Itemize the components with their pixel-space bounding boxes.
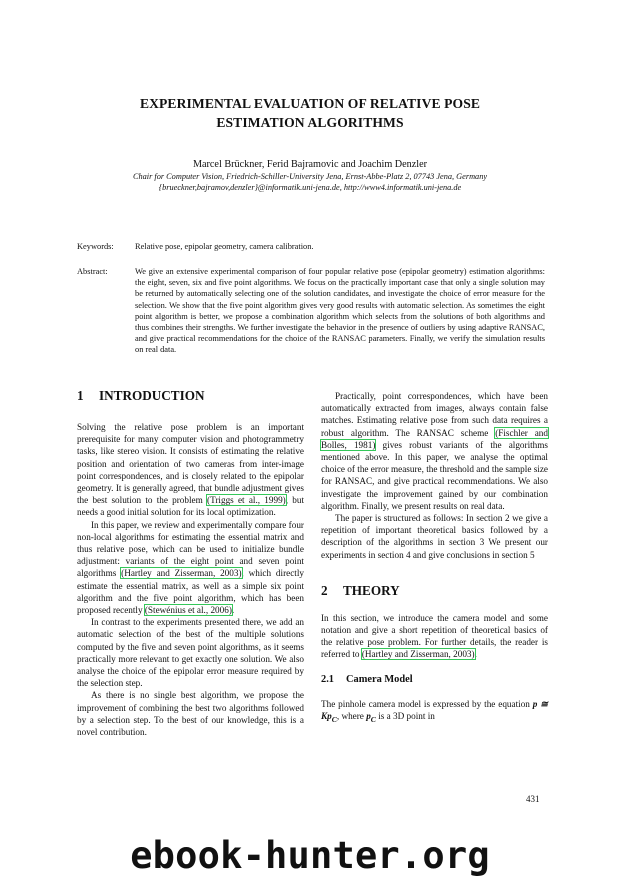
subsection-number: 2.1	[321, 673, 334, 685]
paragraph: The paper is structured as follows: In section 2 we give a repetition of important theoretical basics followed by a description of the algorithms in section 3 We present our experiments in section 4 and give conclusions in section 5	[321, 513, 548, 560]
section-number: 2	[321, 582, 328, 598]
citation-link[interactable]: (Stewénius et al., 2006)	[144, 605, 232, 616]
keywords-label: Keywords:	[77, 242, 114, 251]
text: The pinhole camera model is expressed by the equation	[321, 698, 533, 709]
text: Solving the relative pose problem is an important prerequisite for many computer vision and photogrammetry tasks, like stereo vision. It consists of estimating the relative position and orientation of two cameras from inter-image point correspondences, and is closely related to the epipolar geometry. It is generally agreed, that bundle adjustment gives the best solution to the problem	[77, 422, 304, 506]
equation-subscript: C	[331, 714, 337, 724]
text: .	[231, 605, 235, 616]
watermark: ebook-hunter.org	[130, 834, 490, 877]
math-subscript: C	[370, 714, 376, 724]
text: Practically, point correspondences, which have been automatically extracted from images, always contain false matches. Estimating relative pose from such data requires a robust algorithm. The RANSAC scheme	[321, 391, 548, 438]
text: is a 3D point in	[375, 710, 435, 721]
section-title: THEORY	[343, 582, 400, 598]
section-heading-introduction	[77, 388, 304, 404]
affiliation: Chair for Computer Vision, Friedrich-Schiller-University Jena, Ernst-Abbe-Platz 2, 07743 Jena, Germany	[132, 172, 488, 181]
text: gives robust variants of the algorithms mentioned above. In this paper, we analyse the optimal choice of the error measure, the threshold and the sample size for RANSAC, and give practical recommendations. We also investigate the improvement gained by our combination algorithm. Finally, we present results on real data.	[321, 439, 549, 511]
paragraph: In contrast to the experiments presented there, we add an automatic selection of the best of the multiple solutions computed by the five and seven point algorithms, as it seems practically more relevant to get exactly one solution. We also analyse the choice of the epipolar error measure required by the selection step.	[77, 617, 304, 689]
subsection-heading-camera-model	[321, 673, 548, 687]
title-line-1: EXPERIMENTAL EVALUATION OF RELATIVE POSE	[139, 96, 481, 111]
paragraph	[321, 612, 548, 661]
abstract-text: We give an extensive experimental comparison of four popular relative pose (epipolar geometry) estimation algorithms: the eight, seven, six and five point algorithms. We focus on the practically important case that only a single solution may be returned by automatically selecting one of the solution candidates, and investigate the choice of error measure for the selection. We show that the five point algorithm gives very good results with automatic selection. As sometimes the eight point algorithm is better, we propose a combination algorithm which selects from the solutions of both algorithms and thus combines their strengths. We further investigate the behavior in the presence of outliers by using adaptive RANSAC, and give practical recommendations for the choice of the RANSAC parameters. Finally, we verify the simulation results on real data.	[135, 267, 545, 355]
section-title: INTRODUCTION	[99, 388, 205, 403]
paragraph	[321, 390, 548, 512]
emails: {brueckner,bajramov,denzler}@informatik.uni-jena.de, http://www4.informatik.uni-jena.de	[158, 183, 462, 192]
paragraph	[321, 698, 548, 726]
right-column	[321, 390, 548, 726]
subsection-title: Camera Model	[346, 673, 413, 685]
paragraph	[77, 519, 304, 617]
abstract-label: Abstract:	[77, 267, 108, 276]
citation-link[interactable]: (Triggs et al., 1999)	[207, 495, 286, 506]
left-column	[77, 388, 304, 738]
paper-title	[0, 94, 620, 132]
math-symbol: p	[366, 710, 371, 721]
citation-link[interactable]: (Hartley and Zisserman, 2003)	[121, 568, 242, 579]
page-number: 431	[526, 794, 540, 804]
text: , where	[336, 710, 367, 721]
text: In this paper, we review and experimentally compare four non-local algorithms for estimating the essential matrix and thus relative pose, which can be used to initialize bundle adjustment: variants of the eight point and seven point algorithms	[77, 519, 304, 579]
paragraph	[77, 421, 304, 519]
citation-link[interactable]: (Hartley and Zisserman, 2003)	[361, 649, 475, 660]
keywords-text: Relative pose, epipolar geometry, camera calibration.	[135, 242, 314, 251]
text: , which directly estimate the essential matrix, as well as a simple six point algorithm and the five point algorithm, which has been proposed recently	[77, 568, 304, 616]
text: .	[474, 649, 477, 660]
text: In this section, we introduce the camera model and some notation and give a short repetition of theoretical basics of the relative pose problem. For further details, the reader is referred to	[321, 612, 548, 660]
authors: Marcel Brückner, Ferid Bajramovic and Joachim Denzler	[192, 159, 428, 170]
citation-link[interactable]: (Fischler and Bolles, 1981)	[321, 427, 548, 450]
text: , but needs a good initial solution for its local optimization.	[77, 495, 305, 518]
paragraph: As there is no single best algorithm, we propose the improvement of combining the best two algorithms followed by a selection step. To the best of our knowledge, this is a novel contribution.	[77, 690, 304, 738]
title-line-2: ESTIMATION ALGORITHMS	[216, 115, 404, 130]
section-number: 1	[77, 388, 84, 403]
section-heading-theory	[321, 583, 548, 599]
author-block	[0, 158, 620, 193]
equation: p ≅ Kp	[321, 698, 548, 721]
